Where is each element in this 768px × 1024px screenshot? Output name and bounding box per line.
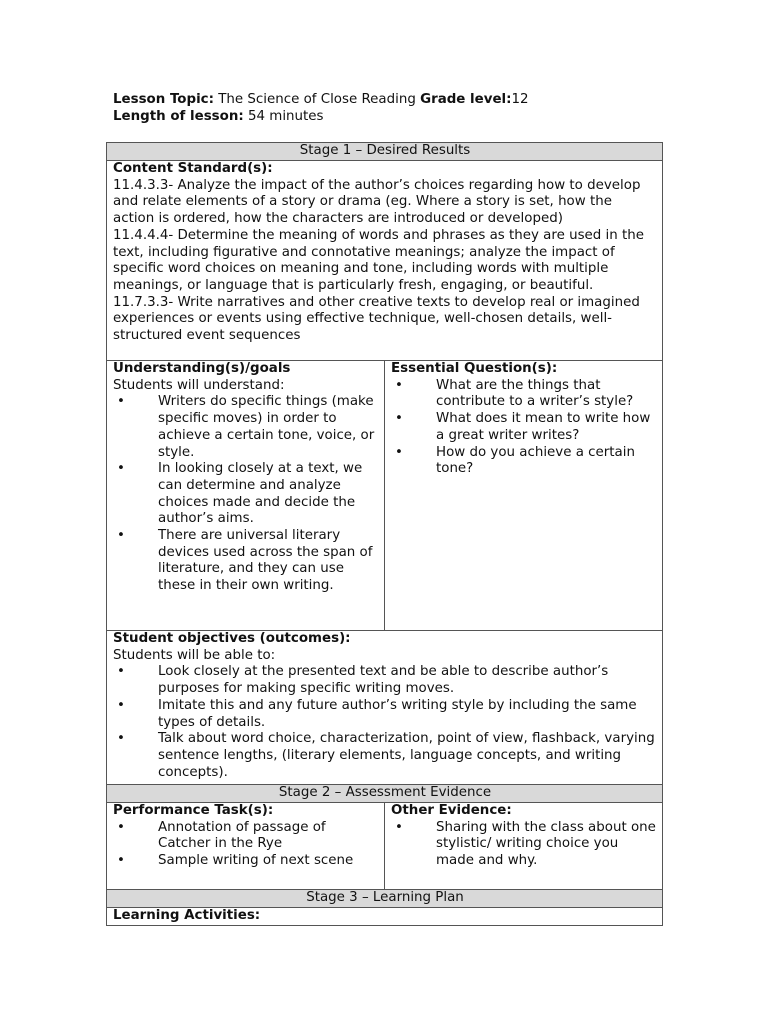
essential-questions-list xyxy=(391,378,657,478)
essential-question-item: • How do you achieve a certain tone? xyxy=(391,445,657,478)
performance-task-item: • Annotation of passage of Catcher in the Rye xyxy=(113,820,379,853)
objectives-label: Student objectives (outcomes): xyxy=(113,631,351,646)
lesson-length-line xyxy=(113,109,529,126)
understanding-item: • Writers do specific things (make specific moves) in order to achieve a certain tone, voice, or style. xyxy=(113,394,379,461)
understandings-label: Understanding(s)/goals xyxy=(113,361,291,376)
standard-item: 11.4.3.3- Analyze the impact of the author’s choices regarding how to develop and relate elements of a story or drama (eg. Where a story is set, how the action is ordered, how the characters are introduced or developed) xyxy=(113,177,641,227)
grade-label: Grade level: xyxy=(420,92,512,107)
understanding-item: • There are universal literary devices used across the span of literature, and they can use these in their own writing. xyxy=(113,528,379,595)
understandings-intro: Students will understand: xyxy=(113,377,285,393)
objectives-intro: Students will be able to: xyxy=(113,647,276,663)
student-objectives-cell xyxy=(107,631,663,785)
other-evidence-cell xyxy=(385,803,663,890)
lesson-header xyxy=(113,92,529,125)
objectives-list xyxy=(113,664,657,781)
lesson-topic-line xyxy=(113,92,529,109)
performance-tasks-label: Performance Task(s): xyxy=(113,803,274,818)
objective-item: • Look closely at the presented text and be able to describe author’s purposes for making specific writing moves. xyxy=(113,664,657,697)
length-label: Length of lesson: xyxy=(113,108,244,124)
performance-tasks-list xyxy=(113,820,379,870)
stage2-header: Stage 2 – Assessment Evidence xyxy=(107,785,663,803)
grade-value: 12 xyxy=(511,92,529,107)
performance-tasks-cell xyxy=(107,803,385,890)
learning-activities-label: Learning Activities: xyxy=(113,908,261,923)
understanding-item: • In looking closely at a text, we can determine and analyze choices made and decide the author’s aims. xyxy=(113,461,379,528)
understandings-list xyxy=(113,394,379,594)
essential-question-item: • What are the things that contribute to a writer’s style? xyxy=(391,378,657,411)
content-standards-label: Content Standard(s): xyxy=(113,161,273,176)
stage1-header: Stage 1 – Desired Results xyxy=(107,143,663,161)
length-value: 54 minutes xyxy=(247,108,324,124)
learning-activities-cell xyxy=(107,908,663,926)
content-standards-cell xyxy=(107,161,663,361)
standard-item: 11.4.4.4- Determine the meaning of words and phrases as they are used in the text, including figurative and connotative meanings; analyze the impact of specific word choices on meaning and tone, including words with multiple meanings, or language that is particularly fresh, engaging, or beautiful. xyxy=(113,227,644,293)
topic-value: The Science of Close Reading xyxy=(218,92,416,107)
essential-questions-label: Essential Question(s): xyxy=(391,361,558,376)
lesson-plan-table xyxy=(106,142,663,926)
other-evidence-item: • Sharing with the class about one stylistic/ writing choice you made and why. xyxy=(391,820,657,870)
objective-item: • Imitate this and any future author’s writing style by including the same types of details. xyxy=(113,698,657,731)
objective-item: • Talk about word choice, characterization, point of view, flashback, varying sentence lengths, (literary elements, language concepts, and writing concepts). xyxy=(113,731,657,781)
performance-task-item: • Sample writing of next scene xyxy=(113,853,379,870)
other-evidence-label: Other Evidence: xyxy=(391,803,512,818)
essential-questions-cell xyxy=(385,361,663,631)
understandings-cell xyxy=(107,361,385,631)
essential-question-item: • What does it mean to write how a great writer writes? xyxy=(391,411,657,444)
standard-item: 11.7.3.3- Write narratives and other creative texts to develop real or imagined experiences or events using effective technique, well-chosen details, well-structured event sequences xyxy=(113,294,640,344)
stage3-header: Stage 3 – Learning Plan xyxy=(107,890,663,908)
other-evidence-list xyxy=(391,820,657,870)
topic-label: Lesson Topic: xyxy=(113,92,214,107)
